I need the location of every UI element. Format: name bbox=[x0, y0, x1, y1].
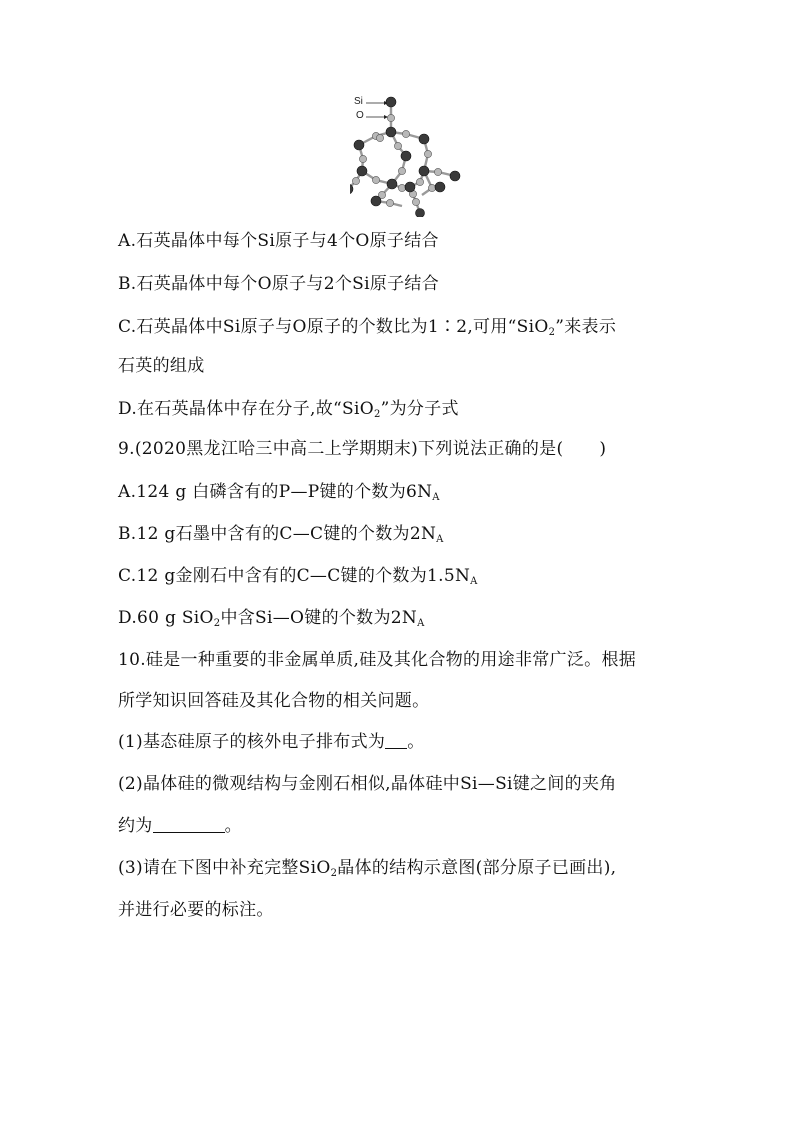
q9-option-d: D.60 g SiO$_2$中含Si—O键的个数为$2N_A$ bbox=[118, 608, 425, 629]
answer-blank-2[interactable] bbox=[153, 816, 225, 833]
q10-part2-line2: 约为 。 bbox=[118, 816, 242, 836]
sio2-crystal-figure bbox=[350, 92, 470, 217]
o-legend-label: O bbox=[356, 110, 364, 121]
q8-option-a: A.石英晶体中每个Si原子与4个O原子结合 bbox=[118, 231, 439, 251]
si-legend-label: Si bbox=[354, 96, 363, 107]
q9-option-b: B.12 g石墨中含有的C—C键的个数为$2N_A$ bbox=[118, 524, 444, 545]
q10-part3-line2: 并进行必要的标注。 bbox=[118, 900, 274, 920]
q10-stem-line1: 10.硅是一种重要的非金属单质,硅及其化合物的用途非常广泛。根据 bbox=[118, 650, 637, 670]
q10-part3-line1: (3)请在下图中补充完整SiO$_2$晶体的结构示意图(部分原子已画出), bbox=[118, 858, 617, 879]
sio2-structure-drawing bbox=[350, 92, 470, 217]
silicon-atoms bbox=[350, 97, 460, 217]
q8-option-d: D.在石英晶体中存在分子,故“SiO$_2$”为分子式 bbox=[118, 399, 459, 420]
q10-part2-line1: (2)晶体硅的微观结构与金刚石相似,晶体硅中Si—Si键之间的夹角 bbox=[118, 774, 617, 794]
q9-option-a: A.124 g 白磷含有的P—P键的个数为$6N_A$ bbox=[118, 482, 440, 503]
oxygen-atoms bbox=[352, 114, 441, 206]
q9-option-c: C.12 g金刚石中含有的C—C键的个数为$1.5N_A$ bbox=[118, 566, 478, 587]
q8-option-c-continued: 石英的组成 bbox=[118, 356, 205, 376]
answer-blank-1[interactable] bbox=[385, 732, 407, 749]
q10-stem-line2: 所学知识回答硅及其化合物的相关问题。 bbox=[118, 691, 430, 711]
q8-option-c: C.石英晶体中Si原子与O原子的个数比为1∶2,可用“SiO$_2$”来表示 bbox=[118, 317, 617, 338]
q8-option-b: B.石英晶体中每个O原子与2个Si原子结合 bbox=[118, 274, 440, 294]
q10-part1: (1)基态硅原子的核外电子排布式为 。 bbox=[118, 732, 425, 752]
q9-stem: 9.(2020黑龙江哈三中高二上学期期末)下列说法正确的是( ) bbox=[118, 439, 607, 459]
